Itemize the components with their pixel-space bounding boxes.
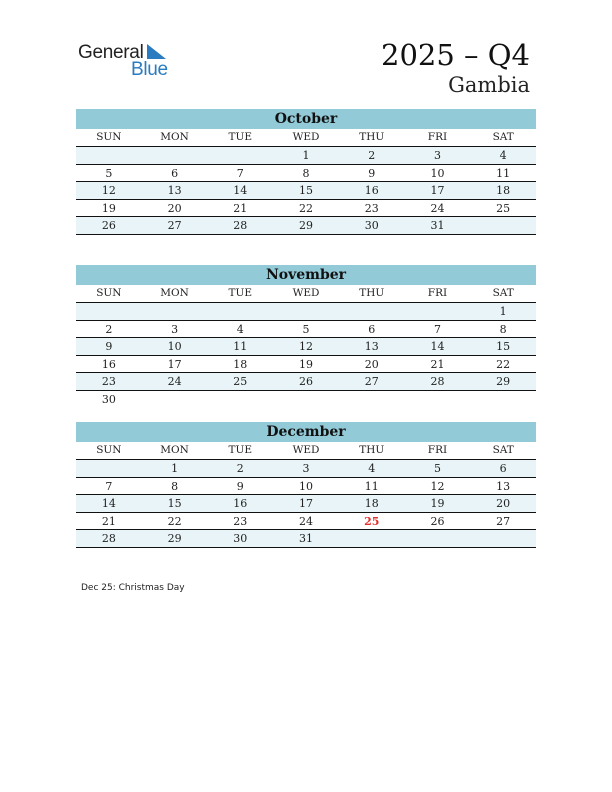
date-cell: 19 (430, 497, 445, 510)
day-of-week-label: FRI (427, 444, 448, 456)
date-cell: 10 (430, 166, 445, 180)
date-cell: 27 (167, 219, 182, 232)
date-cell: 7 (105, 479, 113, 493)
date-cell (273, 303, 339, 320)
date-cell: 25 (233, 375, 248, 388)
date-cell: 14 (430, 340, 445, 353)
week-row (76, 495, 536, 513)
date-cell (470, 391, 536, 408)
week-row (76, 338, 536, 356)
date-cell: 12 (101, 184, 116, 197)
date-cell: 2 (368, 149, 376, 162)
day-of-week-label: TUE (228, 444, 253, 456)
date-cell: 3 (171, 322, 179, 336)
date-cell: 15 (167, 497, 182, 510)
date-cell: 28 (101, 532, 116, 545)
date-cell: 14 (101, 497, 116, 510)
day-of-week-label: SAT (492, 287, 514, 299)
week-row (76, 217, 536, 235)
date-cell (339, 303, 405, 320)
day-of-week-label: THU (359, 287, 385, 299)
date-cell: 23 (233, 514, 248, 528)
date-cell: 9 (105, 340, 113, 353)
date-cell: 22 (496, 357, 511, 371)
date-cell: 2 (105, 322, 113, 336)
day-of-week-label: TUE (228, 287, 253, 299)
date-cell: 13 (496, 479, 511, 493)
logo (78, 40, 178, 80)
month-october (76, 109, 536, 235)
date-cell: 30 (101, 392, 116, 406)
date-cell: 5 (302, 322, 310, 336)
date-cell (207, 147, 273, 164)
day-of-week-header (76, 442, 536, 460)
date-cell (142, 391, 208, 408)
date-cell (207, 303, 273, 320)
date-cell: 6 (171, 166, 179, 180)
holiday-note: Dec 25: Christmas Day (81, 583, 185, 593)
date-cell: 1 (302, 149, 310, 162)
date-cell: 12 (430, 479, 445, 493)
logo-text-general: General (78, 42, 144, 63)
day-of-week-label: SAT (492, 131, 514, 143)
date-cell: 20 (364, 357, 379, 371)
date-cell: 18 (496, 184, 511, 197)
date-cell: 21 (101, 514, 116, 528)
date-cell: 3 (433, 149, 441, 162)
date-cell: 31 (430, 219, 445, 232)
month-title: October (76, 109, 536, 129)
date-cell: 28 (233, 219, 248, 232)
week-row (76, 200, 536, 218)
day-of-week-label: SUN (96, 287, 122, 299)
week-row (76, 321, 536, 339)
holiday-date-cell: 25 (364, 514, 380, 528)
date-cell (76, 303, 142, 320)
date-cell: 27 (364, 375, 379, 388)
day-of-week-label: FRI (427, 287, 448, 299)
day-of-week-label: WED (292, 444, 320, 456)
date-cell: 10 (299, 479, 314, 493)
date-cell: 30 (364, 219, 379, 232)
day-of-week-header (76, 129, 536, 147)
date-cell: 5 (433, 462, 441, 475)
date-cell: 25 (496, 201, 511, 215)
date-cell: 24 (299, 514, 314, 528)
day-of-week-label: MON (160, 287, 189, 299)
date-cell (142, 303, 208, 320)
date-cell: 11 (233, 340, 248, 353)
date-cell: 16 (233, 497, 248, 510)
date-cell: 8 (302, 166, 310, 180)
date-cell: 16 (364, 184, 379, 197)
day-of-week-label: WED (292, 131, 320, 143)
month-november (76, 265, 536, 407)
day-of-week-label: WED (292, 287, 320, 299)
week-row (76, 165, 536, 183)
date-cell: 18 (233, 357, 248, 371)
date-cell: 26 (101, 219, 116, 232)
date-cell: 3 (302, 462, 310, 475)
date-cell (273, 391, 339, 408)
date-cell: 1 (499, 305, 507, 318)
day-of-week-label: THU (359, 131, 385, 143)
date-cell: 12 (299, 340, 314, 353)
day-of-week-label: MON (160, 444, 189, 456)
day-of-week-label: SAT (492, 444, 514, 456)
date-cell: 23 (364, 201, 379, 215)
date-cell: 15 (299, 184, 314, 197)
day-of-week-label: SUN (96, 444, 122, 456)
date-cell: 19 (101, 201, 116, 215)
date-cell: 20 (496, 497, 511, 510)
country-name: Gambia (448, 73, 530, 97)
date-cell: 6 (368, 322, 376, 336)
date-cell: 5 (105, 166, 113, 180)
day-of-week-label: THU (359, 444, 385, 456)
date-cell: 22 (299, 201, 314, 215)
date-cell: 24 (430, 201, 445, 215)
date-cell: 10 (167, 340, 182, 353)
date-cell: 9 (236, 479, 244, 493)
date-cell: 17 (167, 357, 182, 371)
week-row (76, 373, 536, 391)
date-cell: 20 (167, 201, 182, 215)
date-cell: 29 (167, 532, 182, 545)
date-cell: 26 (430, 514, 445, 528)
day-of-week-label: TUE (228, 131, 253, 143)
date-cell: 11 (496, 166, 511, 180)
date-cell: 30 (233, 532, 248, 545)
week-row (76, 356, 536, 374)
date-cell: 13 (364, 340, 379, 353)
date-cell: 16 (101, 357, 116, 371)
week-row (76, 460, 536, 478)
date-cell: 17 (430, 184, 445, 197)
date-cell (405, 303, 471, 320)
date-cell: 2 (236, 462, 244, 475)
month-title: November (76, 265, 536, 285)
date-cell (207, 391, 273, 408)
date-cell: 13 (167, 184, 182, 197)
date-cell: 19 (299, 357, 314, 371)
date-cell: 4 (499, 149, 507, 162)
date-cell: 29 (496, 375, 511, 388)
date-cell: 21 (233, 201, 248, 215)
page-title: 2025 – Q4 (381, 38, 530, 72)
date-cell (405, 391, 471, 408)
week-row (76, 147, 536, 165)
week-row (76, 478, 536, 496)
date-cell: 6 (499, 462, 507, 475)
date-cell: 27 (496, 514, 511, 528)
date-cell: 7 (433, 322, 441, 336)
date-cell: 21 (430, 357, 445, 371)
date-cell (470, 217, 536, 234)
week-row (76, 182, 536, 200)
date-cell: 4 (368, 462, 376, 475)
date-cell: 4 (236, 322, 244, 336)
date-cell (339, 530, 405, 547)
week-row (76, 530, 536, 548)
date-cell: 17 (299, 497, 314, 510)
date-cell: 31 (299, 532, 314, 545)
logo-text-blue: Blue (131, 59, 168, 80)
date-cell: 18 (364, 497, 379, 510)
date-cell: 8 (171, 479, 179, 493)
date-cell (142, 147, 208, 164)
week-row (76, 391, 536, 408)
date-cell: 24 (167, 375, 182, 388)
day-of-week-label: MON (160, 131, 189, 143)
date-cell: 14 (233, 184, 248, 197)
date-cell: 7 (236, 166, 244, 180)
date-cell: 26 (299, 375, 314, 388)
week-row (76, 513, 536, 531)
date-cell (76, 147, 142, 164)
date-cell: 22 (167, 514, 182, 528)
date-cell: 28 (430, 375, 445, 388)
date-cell (470, 530, 536, 547)
date-cell: 15 (496, 340, 511, 353)
date-cell: 23 (101, 375, 116, 388)
month-december (76, 422, 536, 548)
date-cell: 8 (499, 322, 507, 336)
date-cell: 9 (368, 166, 376, 180)
week-row (76, 303, 536, 321)
day-of-week-label: FRI (427, 131, 448, 143)
date-cell: 1 (171, 462, 179, 475)
date-cell (405, 530, 471, 547)
month-title: December (76, 422, 536, 442)
date-cell (76, 460, 142, 477)
date-cell: 11 (364, 479, 379, 493)
date-cell: 29 (299, 219, 314, 232)
triangle-flag-icon (147, 44, 167, 60)
day-of-week-header (76, 285, 536, 303)
day-of-week-label: SUN (96, 131, 122, 143)
date-cell (339, 391, 405, 408)
